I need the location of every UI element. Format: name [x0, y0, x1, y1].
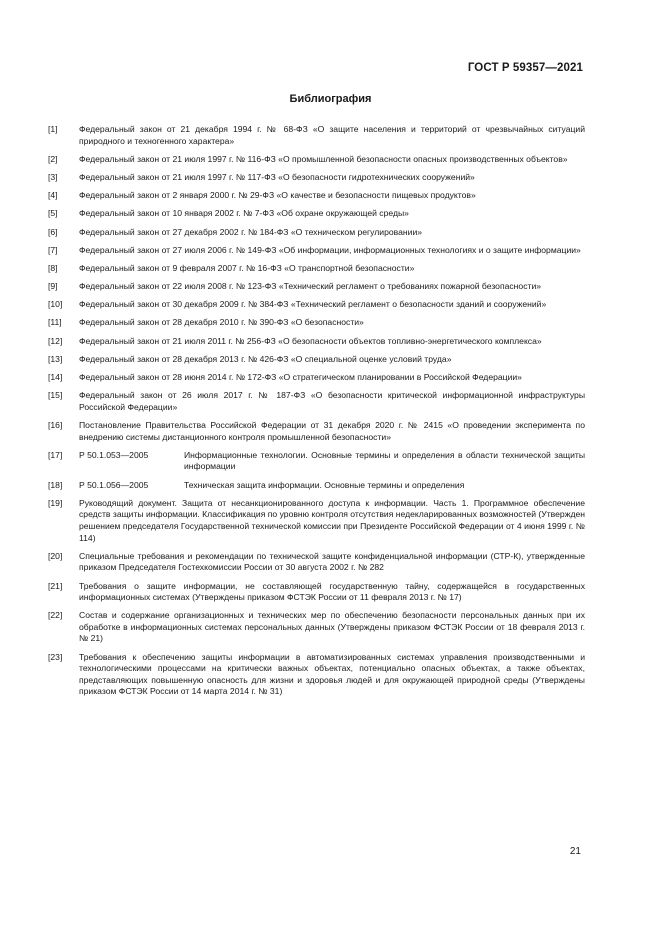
- reference-text: Федеральный закон от 30 декабря 2009 г. № 384-ФЗ «Технический регламент о безопасности зданий и сооружений»: [79, 299, 547, 310]
- reference-text: Федеральный закон от 2 января 2000 г. № 29-ФЗ «О качестве и безопасности пищевых продуктов»: [79, 190, 476, 201]
- bibliography-item: [48, 420, 585, 443]
- bibliography-item: [48, 610, 585, 645]
- reference-text: Федеральный закон от 26 июля 2017 г. № 187-ФЗ «О безопасности критической информационной инфраструктуры Российской Федерации»: [79, 390, 585, 412]
- bibliography-item: [48, 154, 585, 166]
- section-title: Библиография: [289, 93, 372, 105]
- reference-text: Требования о защите информации, не составляющей государственную тайну, содержащейся в государственных информационных системах (Утверждены приказом ФСТЭК России от 11 февраля 2013 г. № 17): [79, 580, 585, 603]
- bibliography-item: [48, 581, 585, 604]
- reference-text: Федеральный закон от 21 июля 1997 г. № 116-ФЗ «О промышленной безопасности опасных производственных объектов»: [79, 153, 568, 164]
- bibliography-item: [48, 450, 585, 473]
- reference-number: [13]: [48, 353, 63, 364]
- reference-text: Федеральный закон от 28 декабря 2013 г. № 426-ФЗ «О специальной оценке условий труда»: [79, 353, 452, 364]
- reference-number: [20]: [48, 550, 63, 561]
- bibliography-item: [48, 372, 585, 384]
- bibliography-item: [48, 652, 585, 698]
- reference-text: Информационные технологии. Основные термины и определения в области технической защиты информации: [184, 449, 585, 472]
- reference-code: Р 50.1.053—2005: [79, 449, 149, 460]
- reference-number: [5]: [48, 208, 58, 219]
- bibliography-item: [48, 498, 585, 544]
- reference-text: Федеральный закон от 9 февраля 2007 г. № 16-ФЗ «О транспортной безопасности»: [79, 262, 415, 273]
- reference-text: Федеральный закон от 28 июня 2014 г. № 172-ФЗ «О стратегическом планировании в Российской Федерации»: [79, 372, 522, 383]
- reference-text: Федеральный закон от 28 декабря 2010 г. № 390-ФЗ «О безопасности»: [79, 317, 364, 328]
- reference-text: Федеральный закон от 21 июля 1997 г. № 117-ФЗ «О безопасности гидротехнических сооружений»: [79, 171, 475, 182]
- reference-number: [1]: [48, 124, 58, 134]
- bibliography-item: [48, 336, 585, 348]
- reference-number: [19]: [48, 497, 63, 508]
- reference-text: Федеральный закон от 27 июля 2006 г. № 149-ФЗ «Об информации, информационных технологиях и о защите информации»: [79, 244, 581, 255]
- bibliography-item: [48, 354, 585, 366]
- bibliography-item: [48, 227, 585, 239]
- bibliography-item: [48, 390, 585, 413]
- reference-text: Состав и содержание организационных и технических мер по обеспечению безопасности персональных данных при их обработке в информационных системах персональных данных (Утверждены приказом ФСТЭК России от 18 февраля 2013 г. № 21): [79, 610, 585, 644]
- reference-number: [15]: [48, 390, 63, 401]
- reference-number: [21]: [48, 580, 63, 591]
- reference-text: Руководящий документ. Защита от несанкционированного доступа к информации. Часть 1. Программное обеспечение средств защиты информации. Классификация по уровню контроля отсутствия недекларированных возможностей (Утвержден решением председателя Государственной технической комиссии при Президенте Российской Федерации от 4 июня 1999 г. № 114): [79, 497, 585, 543]
- reference-number: [12]: [48, 335, 63, 346]
- reference-text: Специальные требования и рекомендации по технической защите конфиденциальной информации (СТР-К), утвержденные приказом Председателя Гостехкомиссии России от 30 августа 2002 г. № 282: [79, 550, 585, 573]
- reference-number: [10]: [48, 299, 63, 310]
- reference-text: Федеральный закон от 10 января 2002 г. № 7-ФЗ «Об охране окружающей среды»: [79, 208, 409, 219]
- bibliography-item: [48, 263, 585, 275]
- bibliography-item: [48, 317, 585, 329]
- reference-number: [8]: [48, 262, 58, 273]
- reference-number: [22]: [48, 610, 63, 621]
- reference-number: [18]: [48, 479, 63, 490]
- reference-text: Федеральный закон от 21 декабря 1994 г. № 68-ФЗ «О защите населения и территорий от чрезвычайных ситуаций природного и техногенного характера»: [79, 124, 585, 146]
- bibliography-item: [48, 281, 585, 293]
- bibliography-item: [48, 172, 585, 184]
- bibliography-item: [48, 190, 585, 202]
- reference-text: Федеральный закон от 21 июля 2011 г. № 256-ФЗ «О безопасности объектов топливно-энергетического комплекса»: [79, 335, 542, 346]
- reference-text: Постановление Правительства Российской Федерации от 31 декабря 2020 г. № 2415 «О проведении эксперимента по внедрению системы дистанционного контроля промышленной безопасности»: [79, 420, 585, 442]
- reference-number: [17]: [48, 449, 63, 460]
- reference-number: [7]: [48, 244, 58, 255]
- bibliography-item: [48, 551, 585, 574]
- reference-number: [23]: [48, 651, 63, 662]
- bibliography-list: [48, 124, 585, 705]
- reference-code: Р 50.1.056—2005: [79, 479, 149, 490]
- document-code: ГОСТ Р 59357—2021: [467, 62, 583, 74]
- reference-number: [6]: [48, 226, 58, 237]
- bibliography-item: [48, 245, 585, 257]
- bibliography-item: [48, 480, 585, 492]
- reference-text: Федеральный закон от 27 декабря 2002 г. № 184-ФЗ «О техническом регулировании»: [79, 226, 423, 237]
- page-number: 21: [569, 846, 581, 857]
- bibliography-item: [48, 124, 585, 147]
- reference-text: Техническая защита информации. Основные термины и определения: [184, 479, 465, 490]
- reference-number: [16]: [48, 420, 63, 430]
- reference-text: Федеральный закон от 22 июля 2008 г. № 123-ФЗ «Технический регламент о требованиях пожарной безопасности»: [79, 281, 542, 292]
- bibliography-item: [48, 208, 585, 220]
- reference-number: [2]: [48, 153, 58, 164]
- bibliography-item: [48, 299, 585, 311]
- reference-text: Требования к обеспечению защиты информации в автоматизированных системах управления производственными и технологическими процессами на критически важных объектах, потенциально опасных объектах, а также объектах, представляющих повышенную опасность для жизни и здоровья людей и для окружающей природной среды (Утверждены приказом ФСТЭК России от 14 марта 2014 г. № 31): [79, 651, 585, 697]
- reference-number: [4]: [48, 190, 58, 201]
- reference-number: [9]: [48, 281, 58, 292]
- reference-number: [3]: [48, 171, 58, 182]
- reference-number: [11]: [48, 317, 62, 328]
- reference-number: [14]: [48, 372, 63, 383]
